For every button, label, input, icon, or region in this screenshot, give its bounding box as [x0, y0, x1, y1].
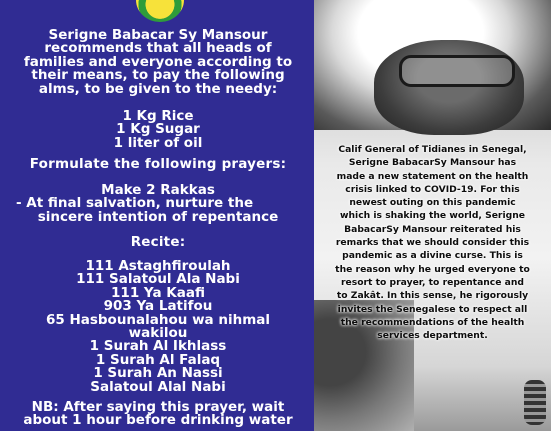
- caption-line: BabacarSy Mansour reiterated his: [344, 223, 521, 235]
- recite-item: wakilou: [128, 325, 188, 342]
- caption-line: which is shaking the world, Serigne: [340, 210, 525, 222]
- alms-item: 1 Kg Rice: [122, 108, 194, 124]
- recite-item: 65 Hasbounalahou wa nihmal: [45, 311, 271, 328]
- caption-line: the recommendations of the health: [340, 316, 525, 328]
- photo-glasses: [399, 55, 515, 87]
- recite-item: 111 Ya Kaafi: [111, 284, 205, 301]
- caption-line: the reason why he urged everyone to: [335, 263, 530, 275]
- recite-list: [12, 260, 304, 394]
- caption-line: pandemic as a divine curse. This is: [342, 250, 523, 262]
- recite-item: 1 Surah An Nassi: [93, 365, 223, 382]
- caption-line: resort to prayer, to repentance and: [340, 276, 525, 288]
- recite-item: 1 Surah Al Ikhlass: [89, 338, 227, 355]
- caption-line: remarks that we should consider this: [335, 237, 530, 249]
- recite-item: 111 Salatoul Ala Nabi: [76, 271, 240, 288]
- recite-heading: [12, 236, 304, 249]
- caption-line: services department.: [377, 330, 488, 342]
- recite-item: 1 Surah Al Falaq: [95, 351, 221, 368]
- recite-item: Salatoul Alal Nabi: [90, 378, 226, 395]
- prayer-item: sincere intention of repentance: [37, 208, 279, 225]
- prayer-beads: [524, 380, 546, 425]
- note-line: NB: After saying this prayer, wait: [31, 399, 285, 415]
- alms-item: 1 Kg Sugar: [116, 121, 200, 138]
- prayer-item: Make 2 Rakkas: [101, 182, 215, 198]
- alms-item: 1 liter of oil: [113, 134, 203, 151]
- intro-text: [12, 29, 304, 96]
- caption-line: invites the Senegalese to respect all: [337, 303, 528, 315]
- intro-line: families and everyone according to: [23, 53, 293, 70]
- intro-line: their means, to pay the following: [31, 67, 285, 84]
- logo-emblem: [136, 0, 184, 22]
- news-caption: [316, 143, 549, 342]
- caption-line: to Zakât. In this sense, he rigorously: [336, 290, 529, 302]
- caption-line: Serigne BabacarSy Mansour has: [348, 157, 517, 169]
- recite-item: 111 Astaghfiroulah: [85, 258, 231, 274]
- caption-line: Calif General of Tidianes in Senegal,: [338, 144, 527, 155]
- caption-line: newest outing on this pandemic: [349, 197, 516, 209]
- caption-line: made a new statement on the health: [336, 170, 529, 182]
- alms-list: [12, 110, 304, 150]
- note-text: [12, 401, 304, 428]
- prayer-item: - At final salvation, nurture the: [16, 195, 254, 212]
- prayers-heading: [12, 158, 304, 171]
- prayers-list: [12, 184, 304, 224]
- prayers-heading-text: Formulate the following prayers:: [29, 156, 287, 172]
- recite-item: 903 Ya Latifou: [103, 298, 213, 315]
- caption-line: crisis linked to COVID-19. For this: [345, 183, 520, 195]
- intro-line: alms, to be given to the needy:: [38, 80, 278, 97]
- intro-line: Serigne Babacar Sy Mansour: [48, 27, 268, 43]
- recite-heading-text: Recite:: [130, 234, 186, 250]
- intro-line: recommends that all heads of: [44, 40, 272, 57]
- note-line: about 1 hour before drinking water: [23, 412, 293, 429]
